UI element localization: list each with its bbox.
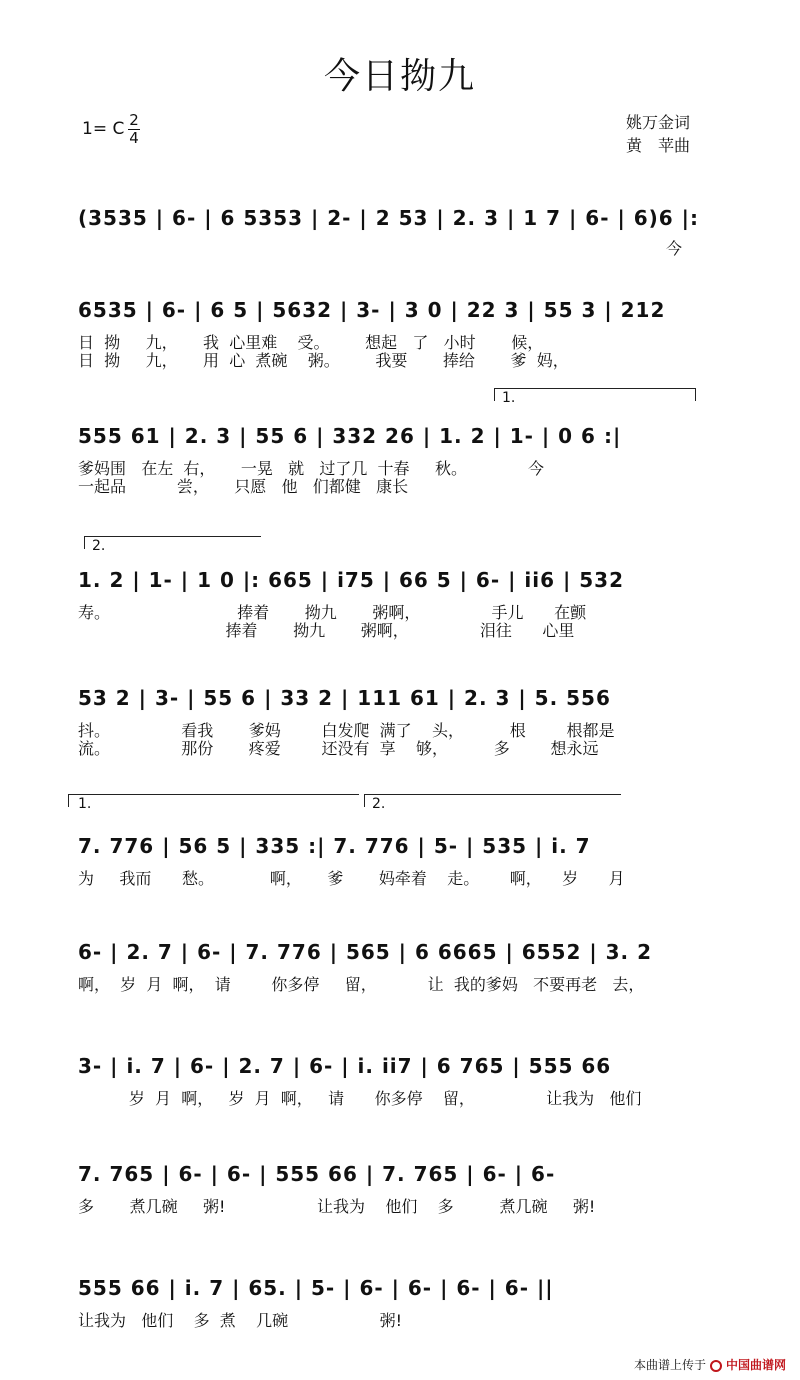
notation-line: 7. 776 | 56 5 | 335 :| 7. 776 | 5- | 535 | i. 7 — [78, 834, 591, 858]
key-signature: 1= C — [82, 119, 125, 139]
volta-label: 2. — [92, 538, 106, 554]
lyric-line-1: 多 煮几碗 粥! 让我为 他们 多 煮几碗 粥! — [78, 1197, 596, 1216]
site-brand-link[interactable]: 中国曲谱网 — [725, 1358, 786, 1372]
upload-footer — [634, 1356, 786, 1373]
notation-line: 6- | 2. 7 | 6- | 7. 776 | 565 | 6 6665 | 6552 | 3. 2 — [78, 940, 653, 964]
lyric-line-2: 捧着 拗九 粥啊， 泪往 心里 — [78, 621, 575, 640]
lyricist-credit: 姚万金词 — [626, 113, 691, 132]
lyric-line-1: 抖。 看我 爹妈 白发爬 满了 头， 根 根都是 — [78, 721, 615, 740]
notation-line: 7. 765 | 6- | 6- | 555 66 | 7. 765 | 6- | 6- — [78, 1162, 556, 1186]
volta-label: 1. — [502, 390, 516, 406]
time-signature — [127, 112, 141, 147]
notation-line: (3535 | 6- | 6 5353 | 2- | 2 53 | 2. 3 | 1 7 | 6- | 6)6 |: — [78, 206, 699, 230]
volta-bracket — [68, 794, 359, 807]
composer-credit: 黄 苹曲 — [626, 136, 691, 155]
lyric-line-1: 日 拗 九， 我 心里难 受。 想起 了 小时 候， — [78, 333, 544, 352]
lyric-line-1: 为 我而 愁。 啊， 爹 妈牵着 走。 啊， 岁 月 — [78, 869, 625, 888]
notation-line: 555 61 | 2. 3 | 55 6 | 332 26 | 1. 2 | 1- | 0 6 :| — [78, 424, 622, 448]
page-title: 今日拗九 — [323, 56, 476, 97]
lyric-line-1: 让我为 他们 多 煮 几碗 粥! — [78, 1311, 403, 1330]
volta-label: 1. — [78, 796, 92, 812]
volta-label: 2. — [372, 796, 386, 812]
notation-line: 555 66 | i. 7 | 65. | 5- | 6- | 6- | 6- | 6- || — [78, 1276, 554, 1300]
notation-line: 1. 2 | 1- | 1 0 |: 665 | i75 | 66 5 | 6- | ii6 | 532 — [78, 568, 624, 592]
time-signature-bottom: 4 — [129, 129, 139, 147]
notation-line: 53 2 | 3- | 55 6 | 33 2 | 111 61 | 2. 3 | 5. 556 — [78, 686, 611, 710]
notation-line: 3- | i. 7 | 6- | 2. 7 | 6- | i. ii7 | 6 765 | 555 66 — [78, 1054, 612, 1078]
time-signature-top: 2 — [129, 111, 139, 129]
lyric-line-1: 爹妈围 在左 右， 一晃 就 过了几 十春 秋。 今 — [78, 459, 545, 478]
volta-bracket — [84, 536, 261, 549]
lyric-line-2: 一起品 尝， 只愿 他 们都健 康长 — [78, 477, 409, 496]
volta-bracket — [494, 388, 696, 401]
lyric-line-2: 流。 那份 疼爱 还没有 享 够， 多 想永远 — [78, 739, 599, 758]
lyric-line-1: 啊， 岁 月 啊， 请 你多停 留， 让 我的爹妈 不要再老 去， — [78, 975, 645, 994]
pickup-lyric: 今 — [666, 239, 683, 258]
footer-text: 本曲谱上传于 — [633, 1358, 706, 1372]
volta-bracket — [364, 794, 621, 807]
lyric-line-2: 日 拗 九， 用 心 煮碗 粥。 我要 捧给 爹 妈， — [78, 351, 569, 370]
lyric-line-1: 寿。 捧着 拗九 粥啊， 手儿 在颤 — [78, 603, 587, 622]
site-logo-icon — [710, 1360, 722, 1372]
notation-line: 6535 | 6- | 6 5 | 5632 | 3- | 3 0 | 22 3 | 55 3 | 212 — [78, 298, 666, 322]
lyric-line-1: 岁 月 啊， 岁 月 啊， 请 你多停 留， 让我为 他们 — [78, 1089, 642, 1108]
